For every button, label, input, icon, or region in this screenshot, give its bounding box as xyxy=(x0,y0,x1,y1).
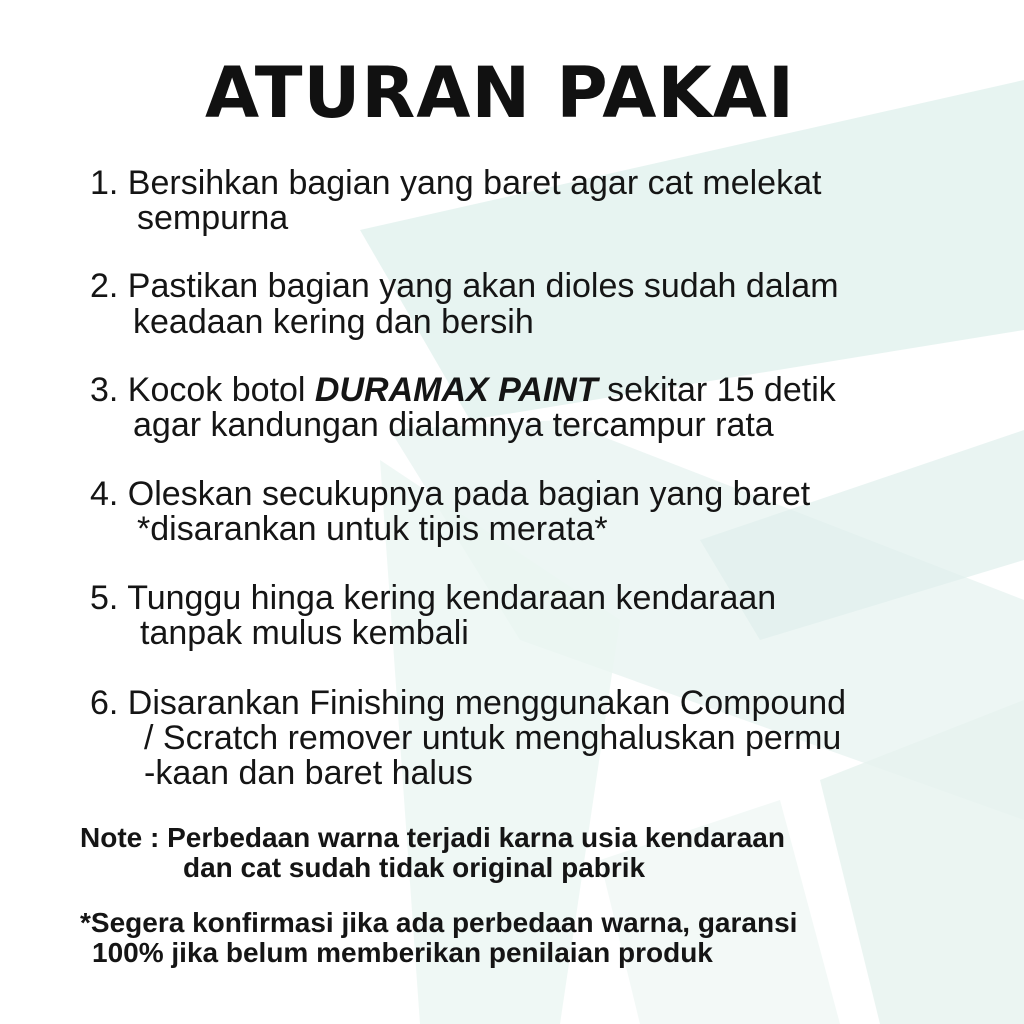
step-6-line-3: -kaan dan baret halus xyxy=(144,754,473,792)
brand-name: DURAMAX PAINT xyxy=(314,371,598,409)
disclaimer-line-1: *Segera konfirmasi jika ada perbedaan warna, garansi xyxy=(80,907,798,938)
step-6-line-2: / Scratch remover untuk menghaluskan permu xyxy=(144,719,842,757)
step-3-line-1 xyxy=(90,372,836,408)
page-title: ATURAN PAKAI xyxy=(205,52,795,134)
step-5-line-2: tanpak mulus kembali xyxy=(140,614,469,652)
disclaimer-line-2: 100% jika belum memberikan penilaian produk xyxy=(92,937,713,968)
step-2-line-2: keadaan kering dan bersih xyxy=(133,303,534,341)
step-1-line-2: sempurna xyxy=(137,199,289,237)
note-line-1: Note : Perbedaan warna terjadi karna usia kendaraan xyxy=(80,822,785,853)
step-3-suffix: sekitar 15 detik xyxy=(597,371,836,409)
step-1-line-1: 1. Bersihkan bagian yang baret agar cat melekat xyxy=(90,164,822,202)
note-line-2: dan cat sudah tidak original pabrik xyxy=(183,852,646,883)
step-6-line-1: 6. Disarankan Finishing menggunakan Compound xyxy=(90,684,847,722)
step-5-line-1: 5. Tunggu hinga kering kendaraan kendaraan xyxy=(90,579,777,617)
step-4-line-2: *disarankan untuk tipis merata* xyxy=(137,510,608,548)
step-4-line-1: 4. Oleskan secukupnya pada bagian yang baret xyxy=(90,475,811,513)
step-3-line-2: agar kandungan dialamnya tercampur rata xyxy=(133,406,774,444)
step-3-prefix: 3. Kocok botol xyxy=(90,371,315,409)
step-2-line-1: 2. Pastikan bagian yang akan dioles sudah dalam xyxy=(90,267,839,305)
